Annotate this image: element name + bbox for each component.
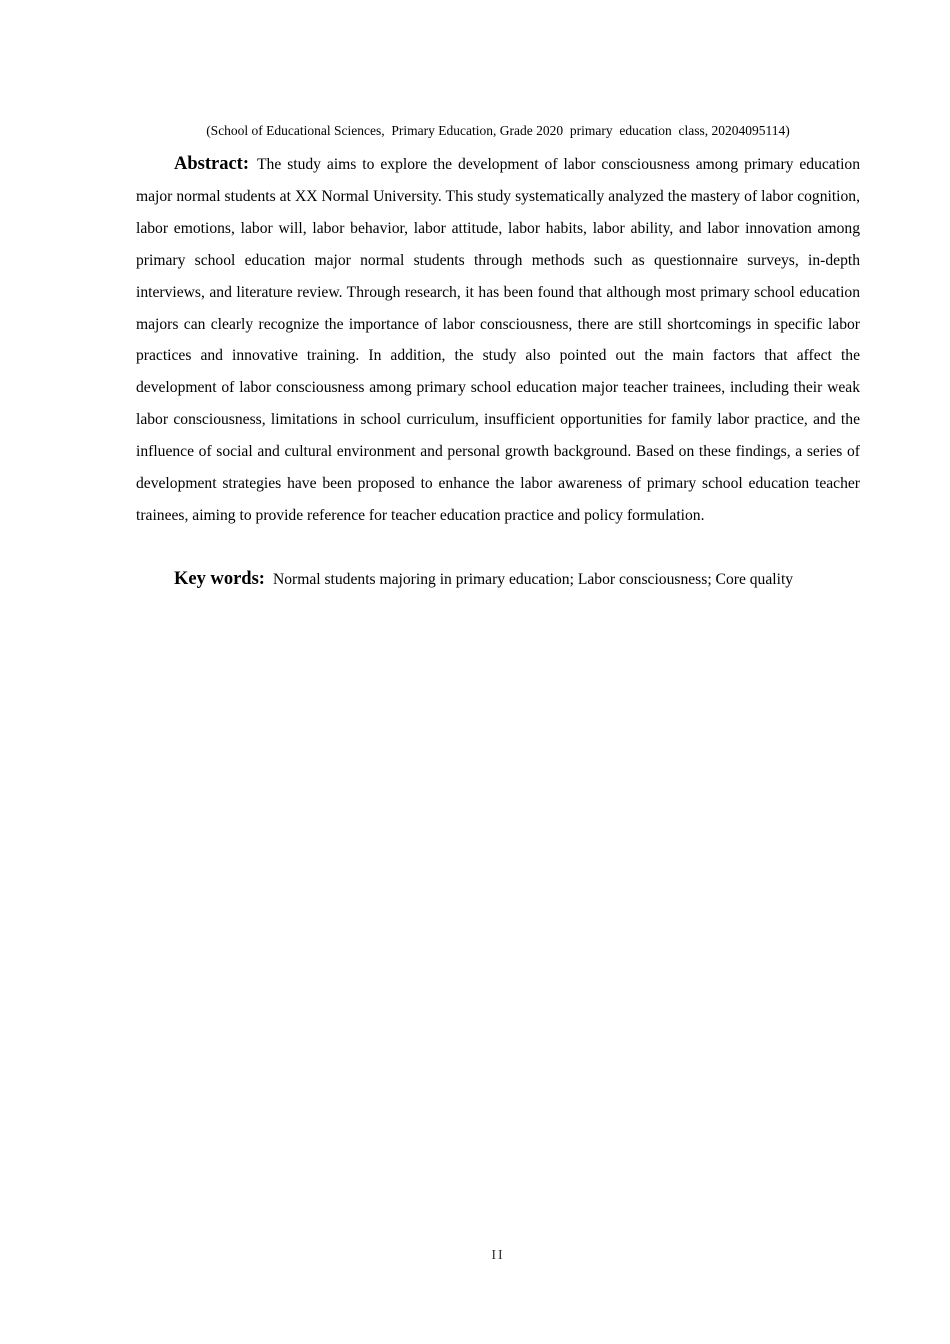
abstract-label: Abstract: [174,154,250,174]
keywords-label: Key words: [174,569,265,589]
author-affiliation: (School of Educational Sciences, Primary Education, Grade 2020 primary education class, 20204095114) [206,123,790,138]
abstract-text: The study aims to explore the development of labor consciousness among primary education major normal students at XX Normal University. This study systematically analyzed the mastery of labor cognition, labor emotions, labor will, labor behavior, labor attitude, labor habits, labor ability, and labor innovation among primary school education major normal students through methods such as questionnaire surveys, in-depth interviews, and literature review. Through research, it has been found that although most primary school education majors can clearly recognize the importance of labor consciousness, there are still shortcomings in specific labor practices and innovative training. In addition, the study also pointed out the main factors that affect the development of labor consciousness among primary school education major teacher trainees, including their weak labor consciousness, limitations in school curriculum, insufficient opportunities for family labor practice, and the influence of social and cultural environment and personal growth background. Based on these findings, a series of development strategies have been proposed to enhance the labor awareness of primary school education teacher trainees, aiming to provide reference for teacher education practice and policy formulation. [136,156,860,524]
keywords-text: Normal students majoring in primary education; Labor consciousness; Core quality [272,571,794,588]
page-number: II [491,1248,505,1263]
abstract-paragraph [136,149,860,532]
keywords-line [136,564,860,596]
